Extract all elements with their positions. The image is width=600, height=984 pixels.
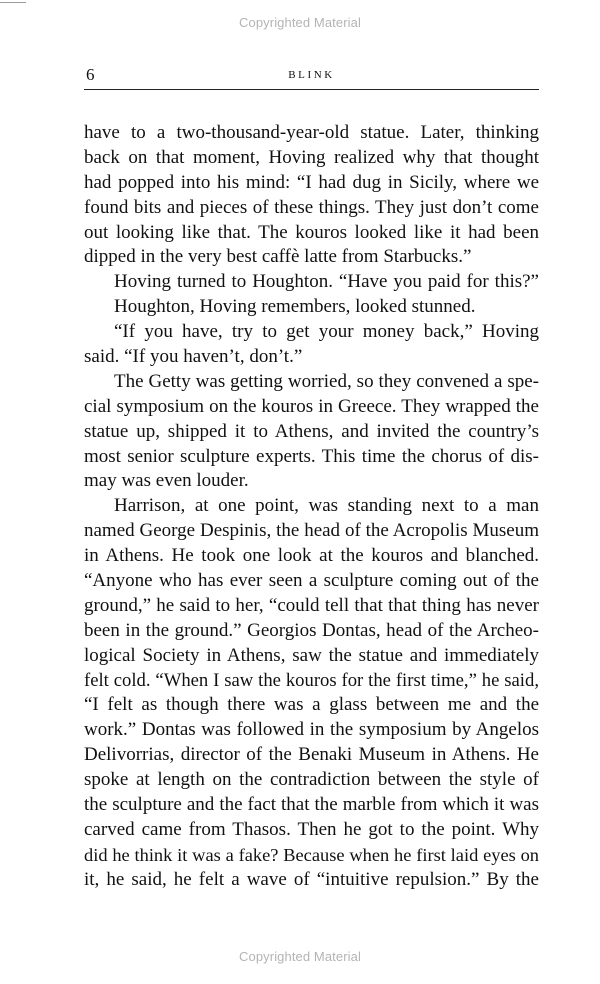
text-line: been in the ground.” Georgios Dontas, head of the Archeo- (84, 619, 539, 641)
text-line: named George Despinis, the head of the Acropolis Museum (84, 520, 539, 542)
text-line: back on that moment, Hoving realized why that thought (84, 146, 539, 168)
text-line: felt cold. “When I saw the kouros for the first time,” he said, (84, 669, 539, 691)
text-line: work.” Dontas was followed in the symposium by Angelos (84, 719, 539, 741)
corner-rule (0, 2, 26, 3)
text-line: Houghton, Hoving remembers, looked stunned. (114, 296, 476, 318)
text-line: had popped into his mind: “I had dug in Sicily, where we (84, 171, 539, 193)
text-line: Hoving turned to Houghton. “Have you paid for this?” (114, 271, 539, 293)
book-title: BLINK (288, 69, 335, 81)
text-line: Delivorrias, director of the Benaki Museum in Athens. He (84, 744, 539, 766)
text-line: found bits and pieces of these things. They just don’t come (84, 196, 539, 218)
text-line: cial symposium on the kouros in Greece. They wrapped the (84, 395, 539, 417)
body-text (84, 121, 539, 893)
text-line: The Getty was getting worried, so they convened a spe- (114, 370, 539, 392)
text-line: logical Society in Athens, saw the statue and immediately (84, 644, 539, 666)
text-line: have to a two-thousand-year-old statue. Later, thinking (84, 122, 539, 143)
text-line: most senior sculpture experts. This time the chorus of dis- (84, 445, 539, 467)
text-line: “Anyone who has ever seen a sculpture coming out of the (84, 570, 539, 592)
running-head (84, 65, 539, 90)
text-line: dipped in the very best caffè latte from Starbucks.” (84, 246, 472, 268)
copyright-watermark-top: Copyrighted Material (239, 15, 361, 30)
text-line: out looking like that. The kouros looked like it had been (84, 221, 539, 243)
text-line: may was even louder. (84, 470, 249, 492)
text-line: the sculpture and the fact that the marble from which it was (84, 794, 539, 816)
page-number: 6 (86, 65, 95, 84)
text-line: did he think it was a fake? Because when he first laid eyes on (84, 844, 539, 865)
text-line: said. “If you haven’t, don’t.” (84, 346, 303, 368)
text-line: ground,” he said to her, “could tell that that thing has never (84, 594, 539, 616)
text-line: spoke at length on the contradiction between the style of (84, 769, 539, 791)
text-line: statue up, shipped it to Athens, and invited the country’s (84, 420, 539, 442)
text-line: it, he said, he felt a wave of “intuitive repulsion.” By the (84, 868, 539, 890)
text-line: carved came from Thasos. Then he got to the point. Why (84, 818, 539, 840)
text-line: “I felt as though there was a glass between me and the (84, 694, 539, 716)
text-line: “If you have, try to get your money back,” Hoving (114, 321, 539, 343)
text-line: in Athens. He took one look at the kouros and blanched. (84, 545, 539, 567)
copyright-watermark-bottom: Copyrighted Material (239, 949, 361, 964)
text-line: Harrison, at one point, was standing next to a man (114, 495, 539, 517)
